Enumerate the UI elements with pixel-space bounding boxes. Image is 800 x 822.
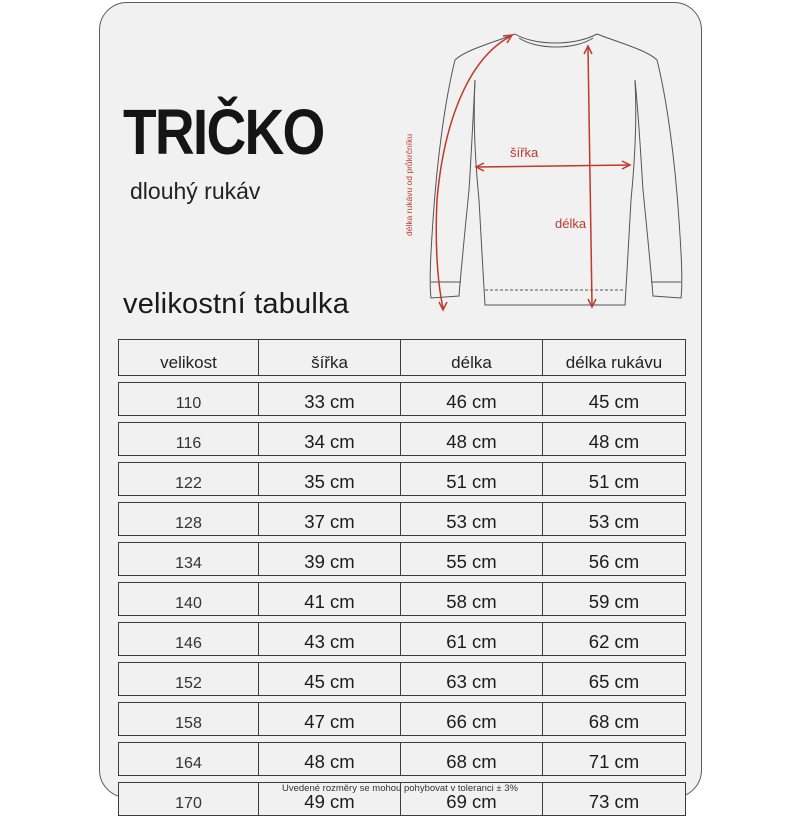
table-row [118,742,686,776]
table-row [118,382,686,416]
tolerance-note: Uvedené rozměry se mohou pohybovat v toleranci ± 3% [282,783,518,794]
length-cell: 53 cm [400,502,542,536]
width-cell: 45 cm [258,662,400,696]
header-sleeve-length: délka rukávu [542,339,686,376]
length-cell: 68 cm [400,742,542,776]
table-row [118,462,686,496]
shirt-right-sleeve [635,60,682,298]
table-row [118,582,686,616]
sleeve-length-cell: 59 cm [542,582,686,616]
width-cell: 34 cm [258,422,400,456]
sleeve-length-cell: 53 cm [542,502,686,536]
sleeve-length-cell: 45 cm [542,382,686,416]
sleeve-length-cell: 48 cm [542,422,686,456]
width-cell: 41 cm [258,582,400,616]
length-cell: 55 cm [400,542,542,576]
size-cell: 146 [118,622,258,656]
page-subtitle: dlouhý rukáv [130,178,261,204]
sleeve-length-cell: 62 cm [542,622,686,656]
length-cell: 51 cm [400,462,542,496]
sleeve-length-arrow [436,36,511,308]
width-cell: 49 cm [258,782,400,816]
header-size: velikost [118,339,258,376]
length-cell: 46 cm [400,382,542,416]
sleeve-length-cell: 56 cm [542,542,686,576]
table-row [118,422,686,456]
length-cell: 66 cm [400,702,542,736]
table-row [118,702,686,736]
page-title: TRIČKO [123,96,324,168]
size-cell: 110 [118,382,258,416]
table-row [118,502,686,536]
header-length: délka [400,339,542,376]
size-table-title: velikostní tabulka [123,288,350,320]
width-label: šířka [510,145,539,160]
sleeve-length-cell: 71 cm [542,742,686,776]
long-sleeve-shirt-illustration [385,20,705,320]
size-cell: 170 [118,782,258,816]
length-cell: 48 cm [400,422,542,456]
header-width: šířka [258,339,400,376]
sleeve-length-cell: 51 cm [542,462,686,496]
width-cell: 33 cm [258,382,400,416]
width-cell: 37 cm [258,502,400,536]
size-cell: 128 [118,502,258,536]
size-cell: 152 [118,662,258,696]
length-cell: 69 cm [400,782,542,816]
width-cell: 39 cm [258,542,400,576]
length-cell: 63 cm [400,662,542,696]
table-row [118,542,686,576]
length-arrow [588,48,592,305]
size-cell: 122 [118,462,258,496]
sleeve-length-cell: 68 cm [542,702,686,736]
width-cell: 43 cm [258,622,400,656]
width-cell: 47 cm [258,702,400,736]
size-cell: 134 [118,542,258,576]
size-cell: 164 [118,742,258,776]
sleeve-length-cell: 73 cm [542,782,686,816]
size-cell: 140 [118,582,258,616]
size-cell: 116 [118,422,258,456]
size-table [118,333,686,822]
table-row [118,662,686,696]
width-cell: 48 cm [258,742,400,776]
table-header-row [118,339,686,376]
length-cell: 58 cm [400,582,542,616]
width-cell: 35 cm [258,462,400,496]
length-label: délka [555,216,587,231]
length-cell: 61 cm [400,622,542,656]
width-arrow [477,165,629,167]
size-cell: 158 [118,702,258,736]
shirt-body-outline [474,80,636,305]
table-row [118,622,686,656]
sleeve-length-cell: 65 cm [542,662,686,696]
shirt-collar [515,34,597,43]
sleeve-length-label: délka rukávu od průkrčníku [404,133,414,236]
shirt-right-shoulder [597,34,657,60]
